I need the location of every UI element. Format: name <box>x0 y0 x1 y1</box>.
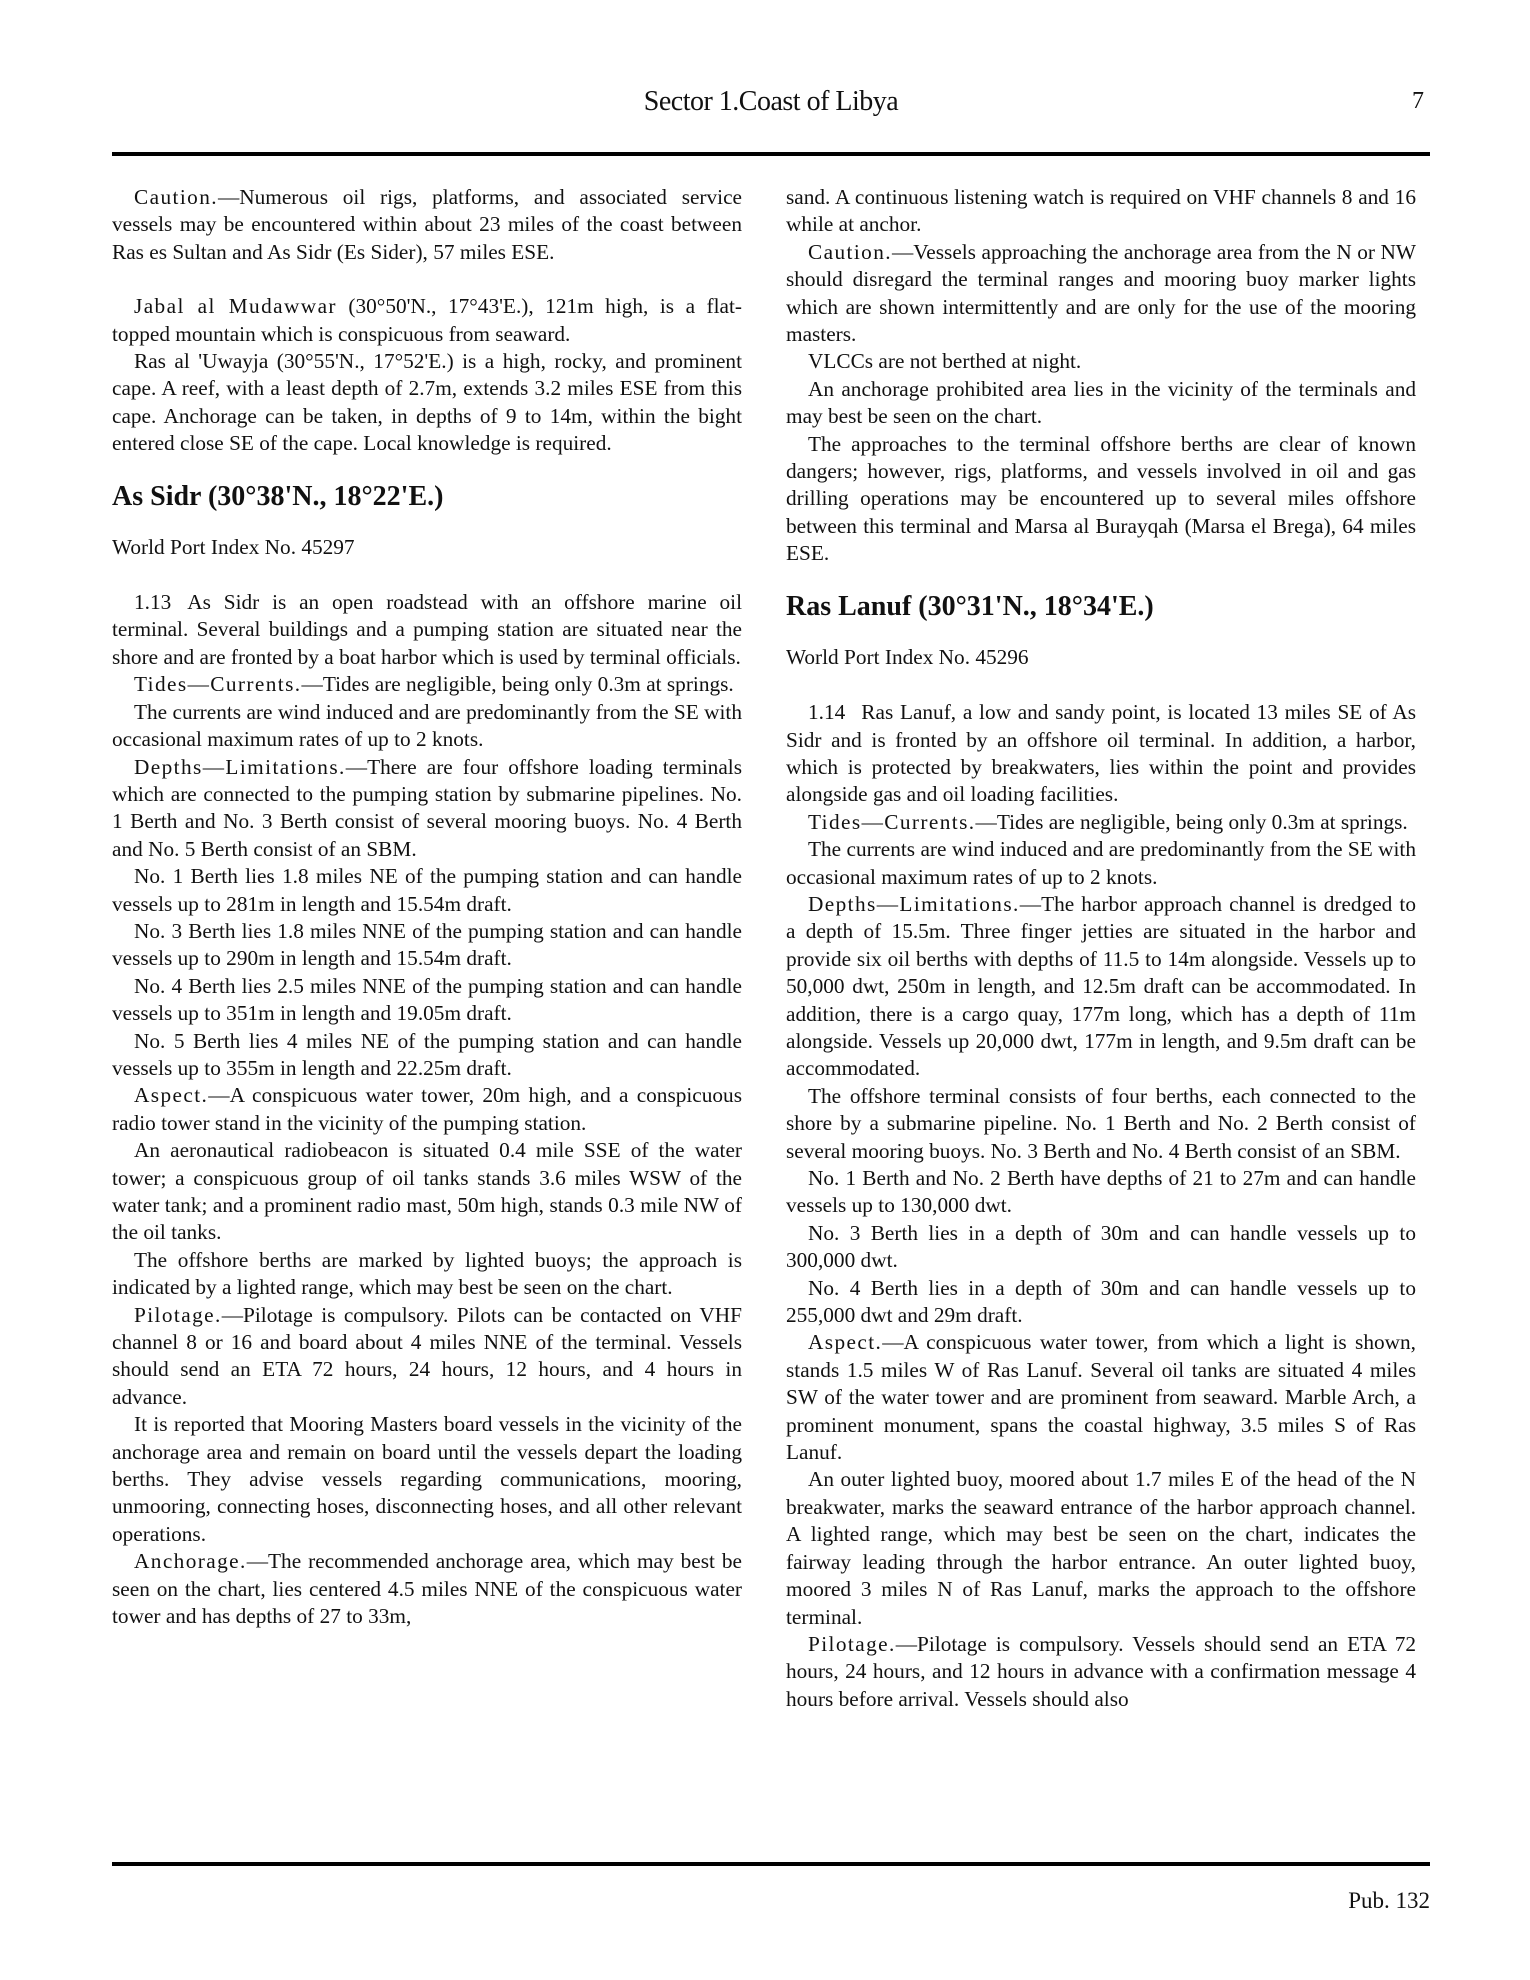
paragraph-lighted-buoys: An outer lighted buoy, moored about 1.7 miles E of the head of the N breakwater, marks the seaward entrance of the harbor approach channel. A lighted range, which may best be seen on the chart, indicates the fairway leading through the harbor entrance. An outer lighted buoy, moored 3 miles N of Ras Lanuf, marks the approach to the offshore terminal. <box>786 1467 1416 1629</box>
paragraph-1-14: 1.14 Ras Lanuf, a low and sandy point, is located 13 miles SE of As Sidr and is fronted by an offshore oil terminal. In addition, a harbor, which is protected by breakwaters, lies within the point and provides alongside gas and oil loading facilities. <box>786 700 1416 807</box>
paragraph-vlcc: VLCCs are not berthed at night. <box>808 349 1082 374</box>
left-column <box>112 184 742 1631</box>
header-rule <box>112 152 1430 156</box>
publication-label: Pub. 132 <box>1348 1888 1430 1913</box>
paragraph-berth-3: No. 3 Berth lies in a depth of 30m and can handle vessels up to 300,000 dwt. <box>786 1220 1416 1273</box>
world-port-index: World Port Index No. 45296 <box>786 644 1029 669</box>
paragraph-prohibited-area: An anchorage prohibited area lies in the vicinity of the terminals and may best be seen on the chart. <box>786 376 1416 429</box>
runin-heading: Caution. <box>134 185 218 209</box>
feature-name: Jabal al Mudawwar <box>134 294 337 319</box>
runin-heading: Depths—Limitations. <box>808 891 1020 916</box>
runin-heading: Aspect. <box>134 1083 209 1108</box>
runin-heading: Anchorage. <box>134 1549 247 1574</box>
section-heading-ras-lanuf: Ras Lanuf (30°31'N., 18°34'E.) <box>786 590 1154 622</box>
running-title: Sector 1.Coast of Libya <box>643 86 899 117</box>
paragraph-number: 1.14 <box>808 700 846 725</box>
runin-heading: Aspect. <box>808 1330 883 1355</box>
world-port-index: World Port Index No. 45297 <box>112 534 355 559</box>
paragraph-currents: The currents are wind induced and are predominantly from the SE with occasional maximum rates of up to 2 knots. <box>112 699 742 752</box>
runin-heading: Tides—Currents. <box>808 809 976 834</box>
paragraph-caution: Caution.—Numerous oil rigs, platforms, and associated service vessels may be encountered within about 23 miles of the coast between Ras es Sultan and As Sidr (Es Sider), 57 miles ESE. <box>112 185 742 264</box>
paragraph-number: 1.13 <box>134 590 172 615</box>
paragraph-ras-al-uwayja: Ras al 'Uwayja (30°55'N., 17°52'E.) is a high, rocky, and prominent cape. A reef, with a least depth of 2.7m, extends 3.2 miles ESE from this cape. Anchorage can be taken, in depths of 9 to 14m, within the bight entered close SE of the cape. Local knowledge is required. <box>112 349 742 456</box>
paragraph-radiobeacon: An aeronautical radiobeacon is situated 0.4 mile SSE of the water tower; a conspicuous group of oil tanks stands 3.6 miles WSW of the water tank; and a prominent radio mast, 50m high, stands 0.3 mile NW of the oil tanks. <box>112 1138 742 1245</box>
feature-name: Ras al 'Uwayja <box>134 349 269 374</box>
paragraph-tides: Tides—Currents.—Tides are negligible, being only 0.3m at springs. <box>134 672 734 697</box>
paragraph-berth-5: No. 5 Berth lies 4 miles NE of the pumping station and can handle vessels up to 355m in length and 22.25m draft. <box>112 1028 742 1080</box>
footer-rule <box>112 1862 1430 1866</box>
paragraph-jabal-al-mudawwar: Jabal al Mudawwar (30°50'N., 17°43'E.), 121m high, is a flat-topped mountain which is conspicuous from seaward. <box>112 294 742 346</box>
paragraph-depths: Depths—Limitations.—There are four offshore loading terminals which are connected to the pumping station by submarine pipelines. No. 1 Berth and No. 3 Berth consist of several mooring buoys. No. 4 Berth and No. 5 Berth consist of an SBM. <box>112 754 742 861</box>
paragraph-berth-3: No. 3 Berth lies 1.8 miles NNE of the pumping station and can handle vessels up to 290m in length and 15.54m draft. <box>112 918 742 971</box>
paragraph-depths: Depths—Limitations.—The harbor approach channel is dredged to a depth of 15.5m. Three finger jetties are situated in the harbor and provide six oil berths with depths of 11.5 to 14m alongside. Vessels up to 50,000 dwt, 250m in length, and 12.5m draft can be accommodated. In addition, there is a cargo quay, 177m long, which has a depth of 11m alongside. Vessels up 20,000 dwt, 177m in length, and 9.5m draft can be accommodated. <box>786 891 1416 1081</box>
paragraph-mooring-masters: It is reported that Mooring Masters board vessels in the vicinity of the anchorage area and remain on board until the vessels depart the loading berths. They advise vessels regarding communications, mooring, unmooring, connecting hoses, disconnecting hoses, and all other relevant operations. <box>112 1412 742 1546</box>
paragraph-1-13: 1.13 As Sidr is an open roadstead with an offshore marine oil terminal. Several buildings and a pumping station are situated near the shore and are fronted by a boat harbor which is used by terminal officials. <box>112 590 742 669</box>
section-heading-as-sidr: As Sidr (30°38'N., 18°22'E.) <box>112 480 444 512</box>
paragraph-berth-4: No. 4 Berth lies in a depth of 30m and can handle vessels up to 255,000 dwt and 29m draft. <box>786 1275 1416 1328</box>
paragraph-anchorage-continued: sand. A continuous listening watch is required on VHF channels 8 and 16 while at anchor. <box>786 185 1416 237</box>
page-header <box>112 86 1430 126</box>
runin-heading: Tides—Currents. <box>134 672 302 697</box>
paragraph-berth-4: No. 4 Berth lies 2.5 miles NNE of the pumping station and can handle vessels up to 351m in length and 19.05m draft. <box>112 973 742 1026</box>
paragraph-tides: Tides—Currents.—Tides are negligible, being only 0.3m at springs. <box>808 809 1408 834</box>
runin-heading: Pilotage. <box>134 1302 222 1327</box>
paragraph-aspect: Aspect.—A conspicuous water tower, from which a light is shown, stands 1.5 miles W of Ras Lanuf. Several oil tanks are situated 4 miles SW of the water tower and are prominent from seaward. Marble Arch, a prominent monument, spans the coastal highway, 3.5 miles S of Ras Lanuf. <box>786 1330 1416 1465</box>
paragraph-offshore-terminal: The offshore terminal consists of four berths, each connected to the shore by a submarine pipeline. No. 1 Berth and No. 2 Berth consist of several mooring buoys. No. 3 Berth and No. 4 Berth consist of an SBM. <box>786 1083 1416 1163</box>
paragraph-pilotage: Pilotage.—Pilotage is compulsory. Vessels should send an ETA 72 hours, 24 hours, and 12 hours in advance with a confirmation message 4 hours before arrival. Vessels should also <box>786 1631 1416 1711</box>
runin-heading: Depths—Limitations. <box>134 754 346 779</box>
paragraph-currents: The currents are wind induced and are predominantly from the SE with occasional maximum rates of up to 2 knots. <box>786 837 1416 889</box>
paragraph-caution: Caution.—Vessels approaching the anchorage area from the N or NW should disregard the terminal ranges and mooring buoy marker lights which are shown intermittently and are only for the use of the mooring masters. <box>786 239 1416 347</box>
paragraph-aspect: Aspect.—A conspicuous water tower, 20m high, and a conspicuous radio tower stand in the vicinity of the pumping station. <box>112 1083 742 1135</box>
page-number: 7 <box>1412 88 1424 114</box>
paragraph-approaches: The approaches to the terminal offshore berths are clear of known dangers; however, rigs, platforms, and vessels involved in oil and gas drilling operations may be encountered up to several miles offshore between this terminal and Marsa al Burayqah (Marsa el Brega), 64 miles ESE. <box>786 431 1416 566</box>
paragraph-anchorage: Anchorage.—The recommended anchorage area, which may best be seen on the chart, lies centered 4.5 miles NNE of the conspicuous water tower and has depths of 27 to 33m, <box>112 1549 742 1629</box>
right-column <box>786 184 1416 1713</box>
paragraph-berth-1-2: No. 1 Berth and No. 2 Berth have depths of 21 to 27m and can handle vessels up to 130,000 dwt. <box>786 1166 1416 1218</box>
paragraph-offshore-berths: The offshore berths are marked by lighted buoys; the approach is indicated by a lighted range, which may best be seen on the chart. <box>112 1247 742 1300</box>
paragraph-pilotage: Pilotage.—Pilotage is compulsory. Pilots can be contacted on VHF channel 8 or 16 and board about 4 miles NNE of the terminal. Vessels should send an ETA 72 hours, 24 hours, 12 hours, and 4 hours in advance. <box>112 1302 742 1409</box>
runin-heading: Pilotage. <box>808 1631 896 1656</box>
paragraph-berth-1: No. 1 Berth lies 1.8 miles NE of the pumping station and can handle vessels up to 281m in length and 15.54m draft. <box>112 864 742 916</box>
runin-heading: Caution. <box>808 239 892 264</box>
